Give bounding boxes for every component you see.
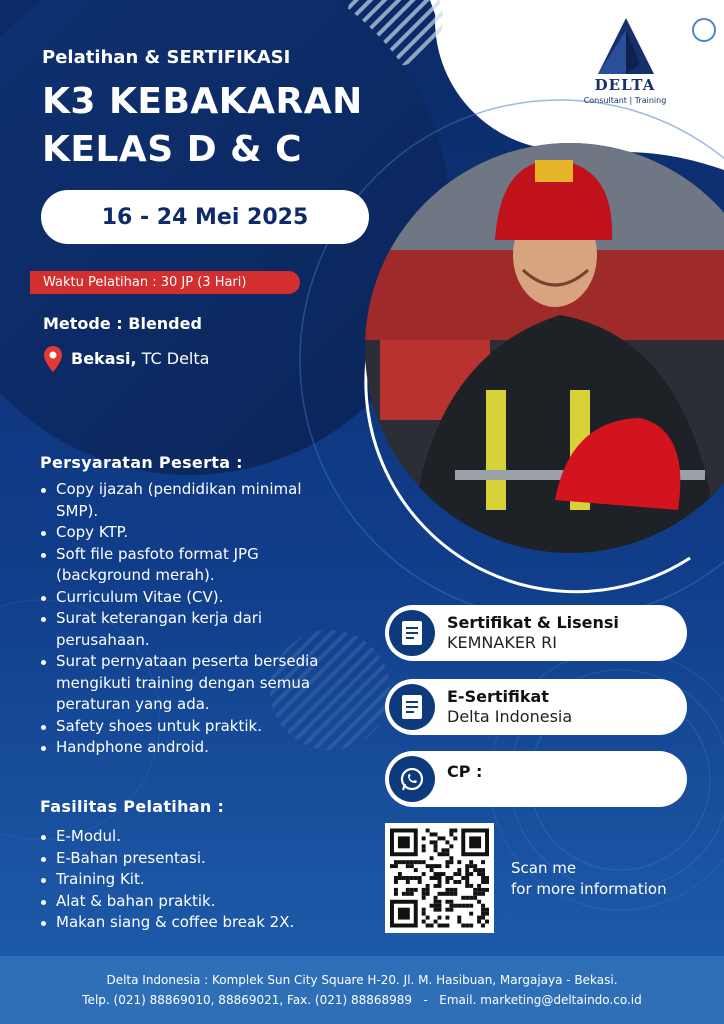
contact-person-card <box>385 751 687 807</box>
list-item: Training Kit. <box>40 869 340 891</box>
footer <box>0 956 724 1024</box>
certificate-issuer: KEMNAKER RI <box>447 633 557 652</box>
requirements-list <box>40 479 325 759</box>
qr-code-icon <box>390 828 489 928</box>
location-city: Bekasi, <box>71 349 137 368</box>
e-certificate-card <box>385 679 687 735</box>
scan-instructions <box>511 858 667 900</box>
facilities-list <box>40 826 340 934</box>
location-venue: TC Delta <box>141 349 210 368</box>
pre-title: Pelatihan & SERTIFIKASI <box>42 47 291 68</box>
footer-address: Delta Indonesia : Komplek Sun City Square H-20. Jl. M. Hasibuan, Margajaya - Bekasi. <box>106 973 618 987</box>
e-certificate-title: E-Sertifikat <box>447 687 549 706</box>
document-icon <box>389 610 435 656</box>
logo-name: DELTA <box>594 76 656 94</box>
list-item: Surat keterangan kerja dari perusahaan. <box>40 608 325 651</box>
list-item: Curriculum Vitae (CV). <box>40 587 325 609</box>
delta-logo-icon <box>596 16 656 76</box>
list-item: Makan siang & coffee break 2X. <box>40 912 340 934</box>
scan-line2: for more information <box>511 880 667 898</box>
certificate-title: Sertifikat & Lisensi <box>447 613 619 632</box>
requirements-heading: Persyaratan Peserta : <box>40 453 243 472</box>
contact-person-label: CP : <box>447 762 483 781</box>
list-item: Copy KTP. <box>40 522 325 544</box>
course-title-line2: KELAS D & C <box>42 129 303 170</box>
location <box>71 349 209 368</box>
qr-code[interactable] <box>385 823 494 933</box>
date-pill: 16 - 24 Mei 2025 <box>41 190 369 244</box>
footer-contact: Telp. (021) 88869010, 88869021, Fax. (021) 88868989 - Email. marketing@deltaindo.co.id <box>82 993 642 1007</box>
list-item: Handphone android. <box>40 737 325 759</box>
facilities-heading: Fasilitas Pelatihan : <box>40 797 225 816</box>
scan-line1: Scan me <box>511 859 577 877</box>
e-certificate-issuer: Delta Indonesia <box>447 707 573 726</box>
certificate-card <box>385 605 687 661</box>
logo-tagline: Consultant | Training <box>583 96 667 105</box>
list-item: Copy ijazah (pendidikan minimal SMP). <box>40 479 325 522</box>
course-title-line1: K3 KEBAKARAN <box>42 81 363 122</box>
duration-badge: Waktu Pelatihan : 30 JP (3 Hari) <box>30 271 300 294</box>
training-method: Metode : Blended <box>43 314 202 333</box>
whatsapp-icon <box>389 756 435 802</box>
list-item: E-Modul. <box>40 826 340 848</box>
location-pin-icon <box>44 346 62 372</box>
list-item: Alat & bahan praktik. <box>40 891 340 913</box>
list-item: Surat pernyataan peserta bersedia mengikuti training dengan semua peraturan yang ada. <box>40 651 325 716</box>
list-item: E-Bahan presentasi. <box>40 848 340 870</box>
list-item: Safety shoes untuk praktik. <box>40 716 325 738</box>
document-icon <box>389 684 435 730</box>
list-item: Soft file pasfoto format JPG (background merah). <box>40 544 325 587</box>
